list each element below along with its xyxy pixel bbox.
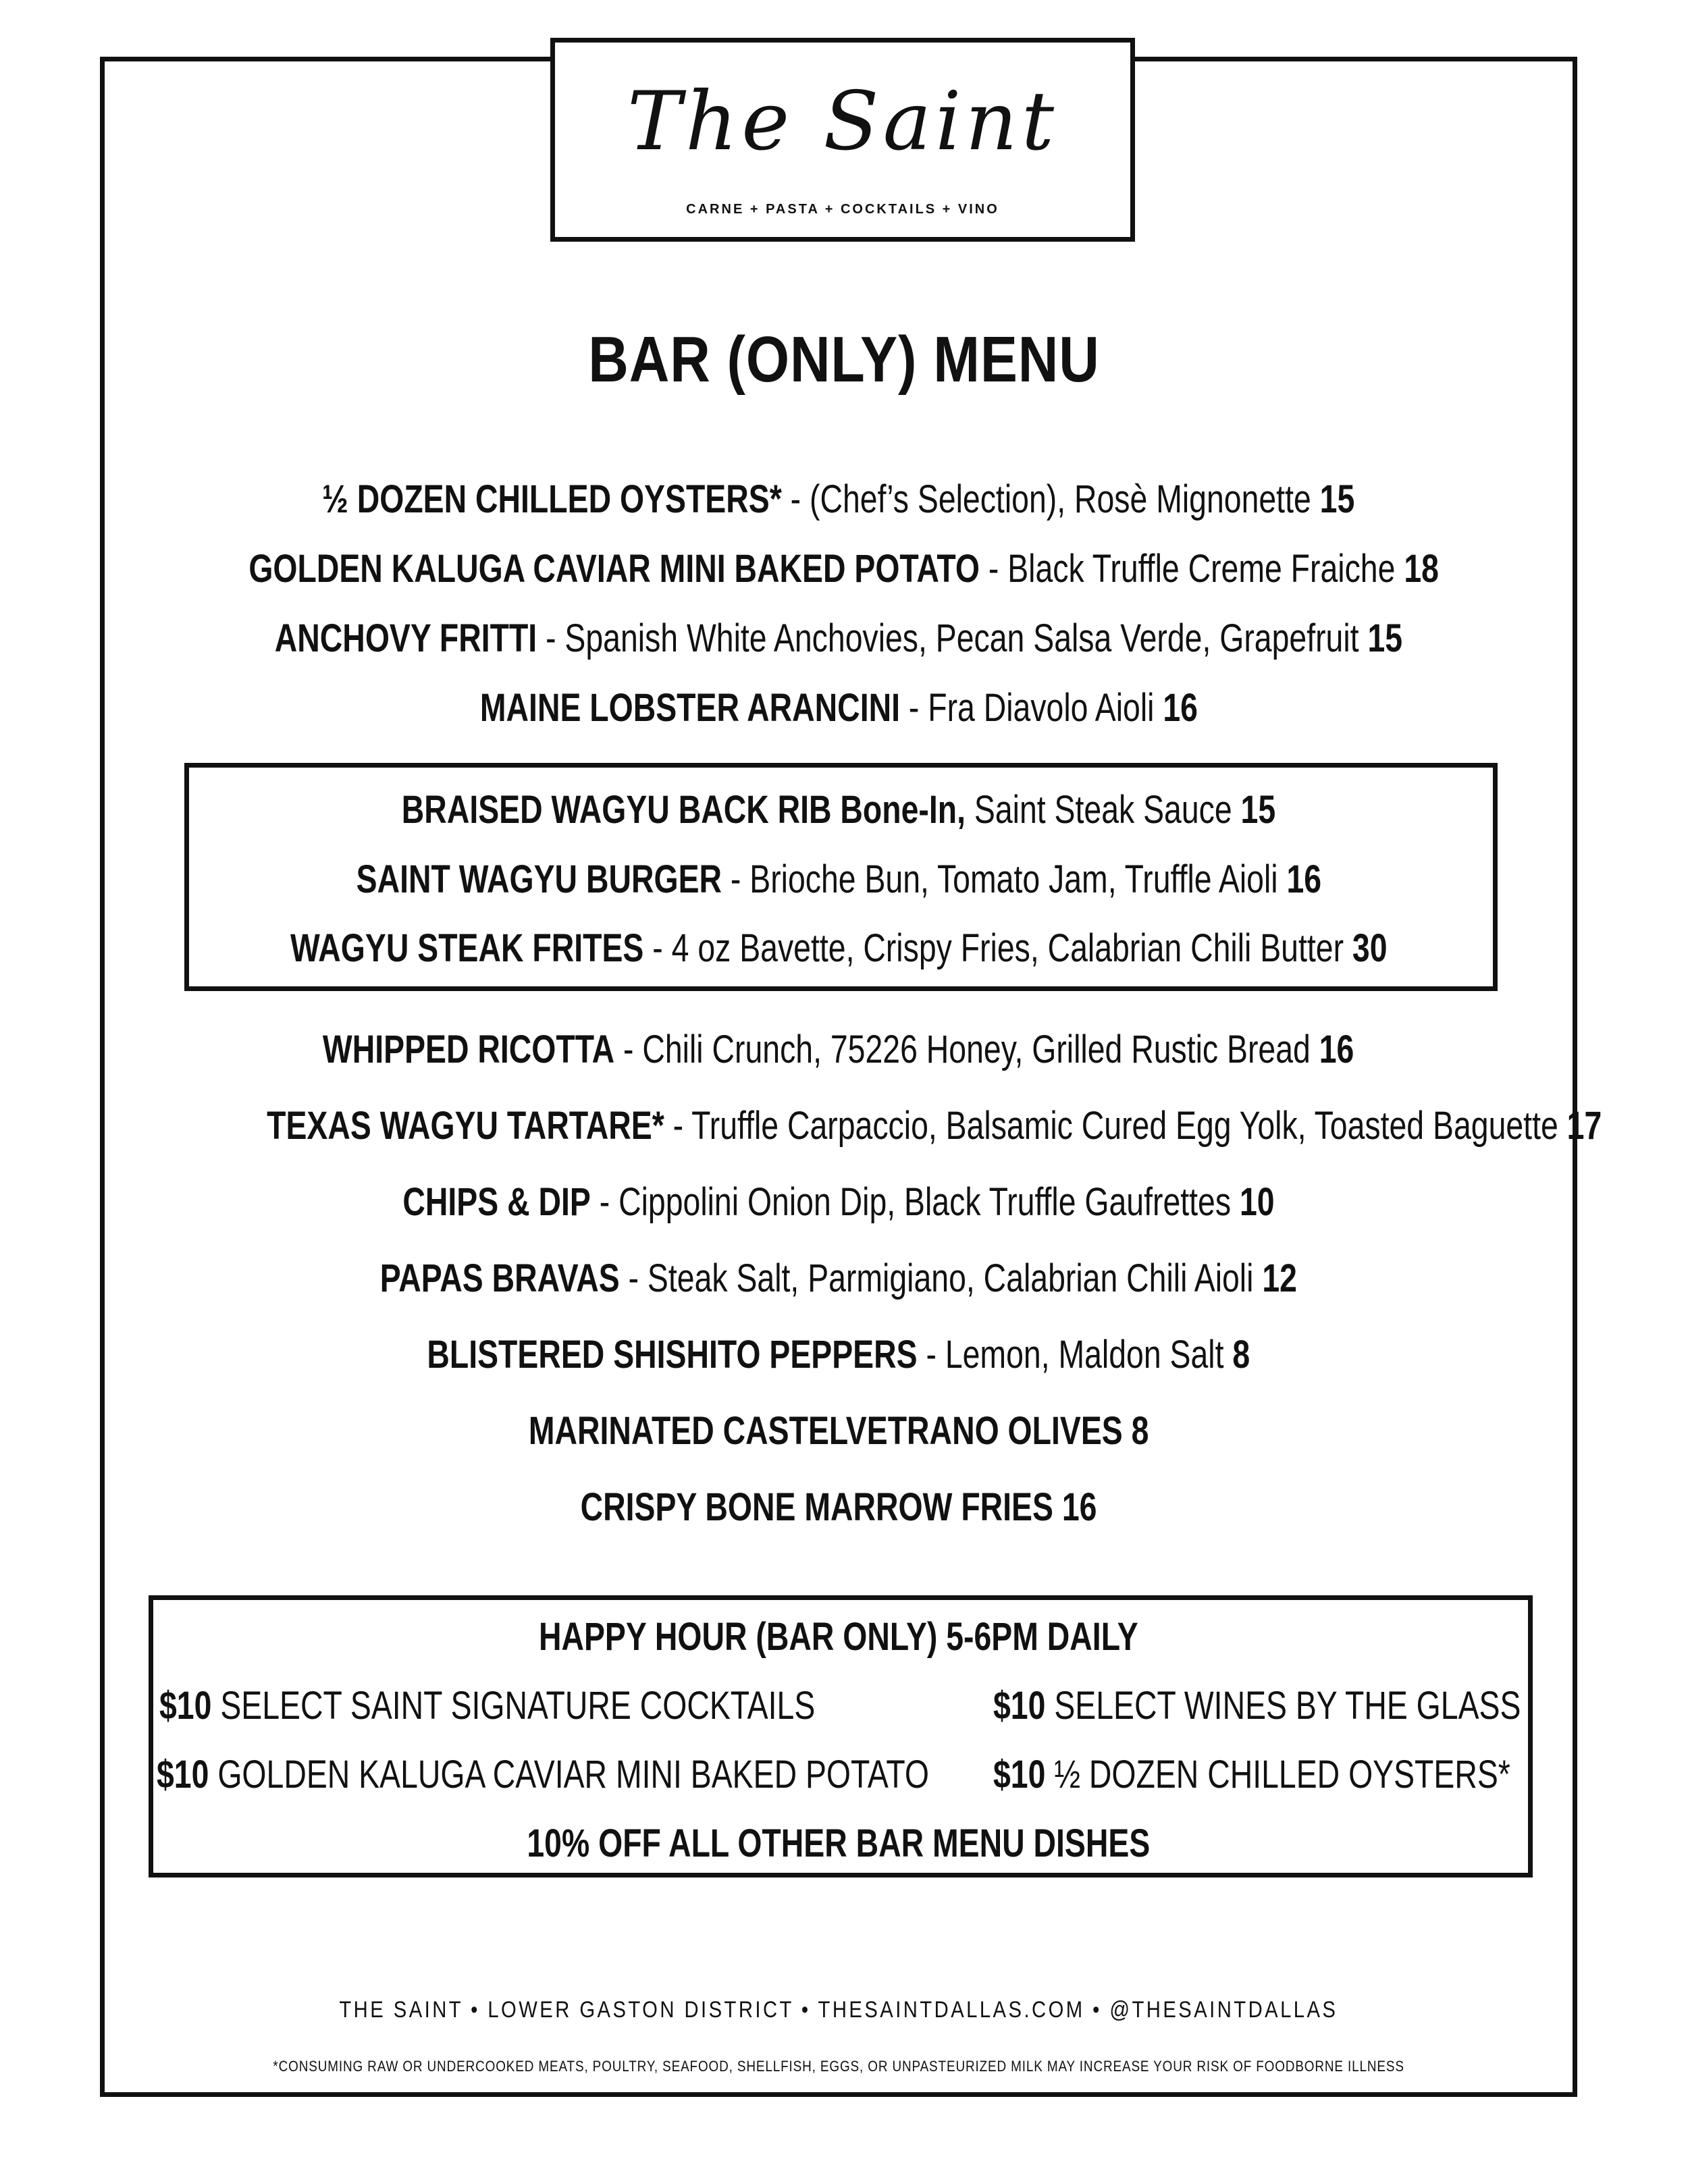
logo-tagline: CARNE + PASTA + COCKTAILS + VINO — [686, 202, 999, 217]
menu-title: BAR (ONLY) MENU — [588, 323, 1100, 396]
deal-item: SELECT SAINT SIGNATURE COCKTAILS — [220, 1684, 816, 1728]
logo-wordmark: The Saint — [627, 75, 1059, 169]
item-price: 10 — [1239, 1180, 1275, 1224]
menu-item: MAINE LOBSTER ARANCINI - Fra Diavolo Aioli 16 — [479, 686, 1198, 730]
menu-item: CHIPS & DIP - Cippolini Onion Dip, Black Truffle Gaufrettes 10 — [402, 1180, 1275, 1224]
happy-hour-deal — [159, 1682, 979, 1730]
item-desc: Fra Diavolo Aioli — [927, 686, 1155, 730]
menu-item: ½ DOZEN CHILLED OYSTERS* - (Chef’s Selection), Rosè Mignonette 15 — [322, 477, 1355, 521]
item-price: 15 — [1319, 477, 1355, 521]
item-price: 16 — [1319, 1028, 1354, 1071]
menu-item: WAGYU STEAK FRITES - 4 oz Bavette, Crispy Fries, Calabrian Chili Butter 30 — [290, 926, 1388, 970]
item-price: 18 — [1404, 547, 1439, 591]
menu-item: PAPAS BRAVAS - Steak Salt, Parmigiano, Calabrian Chili Aioli 12 — [379, 1256, 1298, 1300]
item-desc: 4 oz Bavette, Crispy Fries, Calabrian Chili Butter — [671, 926, 1344, 970]
happy-hour-deal — [157, 1751, 1122, 1799]
logo-box — [550, 38, 1135, 242]
deal-item: SELECT WINES BY THE GLASS — [1054, 1684, 1521, 1728]
deal-price: $10 — [157, 1753, 209, 1796]
menu-item: BLISTERED SHISHITO PEPPERS - Lemon, Maldon Salt 8 — [427, 1333, 1250, 1377]
item-name: MARINATED CASTELVETRANO OLIVES — [528, 1409, 1123, 1453]
menu-item — [100, 1408, 1577, 1455]
item-name: ANCHOVY FRITTI — [274, 616, 537, 660]
item-desc: Saint Steak Sauce — [974, 788, 1232, 832]
menu-item — [100, 787, 1577, 834]
item-desc: Lemon, Maldon Salt — [945, 1333, 1224, 1377]
item-desc: Steak Salt, Parmigiano, Calabrian Chili Aioli — [648, 1256, 1254, 1300]
item-desc: Brioche Bun, Tomato Jam, Truffle Aioli — [749, 857, 1278, 901]
item-price: 16 — [1061, 1485, 1097, 1529]
item-price: 16 — [1162, 686, 1198, 730]
item-name: GOLDEN KALUGA CAVIAR MINI BAKED POTATO — [248, 547, 980, 591]
happy-hour-title: HAPPY HOUR (BAR ONLY) 5-6PM DAILY — [539, 1615, 1138, 1659]
item-price: 12 — [1262, 1256, 1298, 1300]
deal-item: GOLDEN KALUGA CAVIAR MINI BAKED POTATO — [217, 1753, 930, 1796]
item-name: WHIPPED RICOTTA — [323, 1028, 615, 1071]
menu-item: WHIPPED RICOTTA - Chili Crunch, 75226 Honey, Grilled Rustic Bread 16 — [323, 1028, 1354, 1071]
happy-hour-footer: 10% OFF ALL OTHER BAR MENU DISHES — [527, 1821, 1151, 1865]
item-desc: Spanish White Anchovies, Pecan Salsa Verde, Grapefruit — [564, 616, 1359, 660]
item-price: 8 — [1232, 1333, 1250, 1377]
happy-hour-deal — [993, 1751, 1639, 1799]
item-name: TEXAS WAGYU TARTARE* — [267, 1104, 664, 1148]
item-price: 8 — [1131, 1409, 1149, 1453]
deal-price: $10 — [993, 1684, 1046, 1728]
item-name: SAINT WAGYU BURGER — [356, 857, 722, 901]
item-name: PAPAS BRAVAS — [379, 1256, 620, 1300]
menu-item: GOLDEN KALUGA CAVIAR MINI BAKED POTATO - Black Truffle Creme Fraiche 18 — [248, 547, 1439, 591]
item-name: BLISTERED SHISHITO PEPPERS — [427, 1333, 918, 1377]
menu-item: SAINT WAGYU BURGER - Brioche Bun, Tomato Jam, Truffle Aioli 16 — [356, 857, 1321, 901]
item-name: WAGYU STEAK FRITES — [290, 926, 644, 970]
item-desc: Truffle Carpaccio, Balsamic Cured Egg Yolk, Toasted Baguette — [691, 1104, 1558, 1148]
item-name: ½ DOZEN CHILLED OYSTERS* — [322, 477, 783, 521]
item-price: 17 — [1566, 1104, 1602, 1148]
item-desc: Chili Crunch, 75226 Honey, Grilled Rustic Bread — [642, 1028, 1311, 1071]
item-price: 15 — [1367, 616, 1403, 660]
item-name: CHIPS & DIP — [402, 1180, 591, 1224]
item-name: BRAISED WAGYU BACK RIB Bone-In, — [401, 788, 966, 832]
item-price: 16 — [1286, 857, 1321, 901]
item-desc: Cippolini Onion Dip, Black Truffle Gaufrettes — [618, 1180, 1232, 1224]
menu-item — [100, 1484, 1577, 1531]
item-desc: (Chef’s Selection), Rosè Mignonette — [810, 477, 1312, 521]
happy-hour-deal — [993, 1682, 1653, 1730]
item-name: CRISPY BONE MARROW FRIES — [580, 1485, 1053, 1529]
deal-item: ½ DOZEN CHILLED OYSTERS* — [1054, 1753, 1510, 1796]
deal-price: $10 — [159, 1684, 212, 1728]
item-price: 30 — [1352, 926, 1388, 970]
menu-item: ANCHOVY FRITTI - Spanish White Anchovies, Pecan Salsa Verde, Grapefruit 15 — [274, 616, 1403, 660]
deal-price: $10 — [993, 1753, 1046, 1796]
item-desc: Black Truffle Creme Fraiche — [1007, 547, 1396, 591]
footer-disclaimer: *CONSUMING RAW OR UNDERCOOKED MEATS, POULTRY, SEAFOOD, SHELLFISH, EGGS, OR UNPASTEURIZED MILK MAY INCREASE YOUR RISK OF FOODBORNE ILLNESS — [273, 2058, 1404, 2075]
item-name: MAINE LOBSTER ARANCINI — [479, 686, 900, 730]
menu-item: TEXAS WAGYU TARTARE* - Truffle Carpaccio, Balsamic Cured Egg Yolk, Toasted Baguette 17 — [267, 1104, 1602, 1148]
footer-line: THE SAINT • LOWER GASTON DISTRICT • THESAINTDALLAS.COM • @THESAINTDALLAS — [339, 1997, 1338, 2023]
item-price: 15 — [1240, 788, 1276, 832]
